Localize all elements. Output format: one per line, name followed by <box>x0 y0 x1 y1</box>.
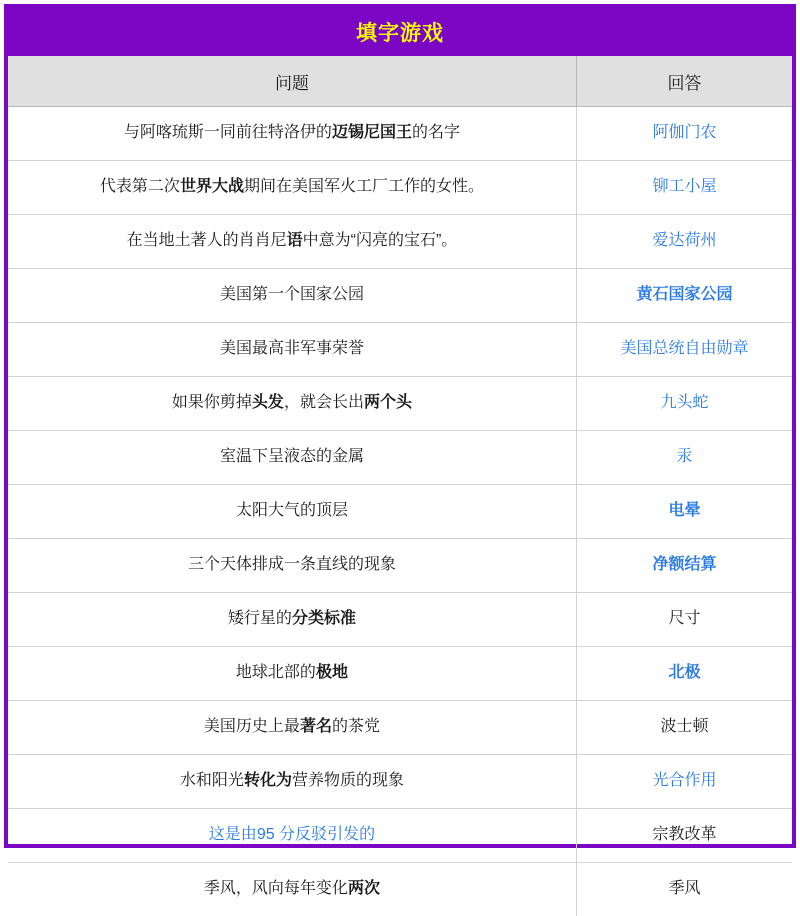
answer-text: 波士顿 <box>660 718 708 735</box>
question-text-part: 极地 <box>316 664 348 681</box>
quiz-card <box>4 4 796 848</box>
question-cell <box>8 755 576 809</box>
question-text-part: 在当地土著人的肖肖尼 <box>127 232 287 249</box>
answer-text: 铆工小屋 <box>652 178 716 195</box>
answer-text: 净额结算 <box>652 556 716 573</box>
answer-text: 电晕 <box>668 502 700 519</box>
question-text-part: 引发的 <box>327 826 375 843</box>
answer-cell <box>576 107 792 161</box>
answer-text: 黄石国家公园 <box>636 286 732 303</box>
table-body <box>8 107 792 916</box>
question-text-part: 美国历史上最 <box>204 718 300 735</box>
answer-cell <box>576 647 792 701</box>
question-text-part: 分类标准 <box>292 610 356 627</box>
question-cell <box>8 431 576 485</box>
question-cell <box>8 809 576 863</box>
question-text-part: 语 <box>287 232 303 249</box>
question-text-part: 太阳大气的顶层 <box>236 502 348 519</box>
answer-text: 尺寸 <box>668 610 700 627</box>
question-cell <box>8 593 576 647</box>
table-row <box>8 269 792 323</box>
question-cell <box>8 863 576 916</box>
quiz-table <box>8 56 792 916</box>
answer-cell <box>576 593 792 647</box>
question-text-part: 转化为 <box>244 772 292 789</box>
table-row <box>8 161 792 215</box>
answer-text: 阿伽门农 <box>652 124 716 141</box>
question-cell <box>8 377 576 431</box>
question-cell <box>8 215 576 269</box>
question-text-part: 美国第一个国家公园 <box>220 286 364 303</box>
table-row <box>8 431 792 485</box>
answer-cell <box>576 539 792 593</box>
question-cell <box>8 269 576 323</box>
table-row <box>8 323 792 377</box>
question-text-part: 季风，风向每年变化 <box>204 880 348 897</box>
question-cell <box>8 107 576 161</box>
question-text-part: 水和阳光 <box>180 772 244 789</box>
question-text-part: 矮行星的 <box>228 610 292 627</box>
question-text-part: 世界大战 <box>180 178 244 195</box>
answer-cell <box>576 863 792 916</box>
answer-cell <box>576 161 792 215</box>
answer-text: 北极 <box>668 664 700 681</box>
table-row <box>8 701 792 755</box>
table-row <box>8 485 792 539</box>
question-cell <box>8 539 576 593</box>
question-text-part: 与阿喀琉斯一同前往特洛伊的 <box>124 124 332 141</box>
question-text-part: 95 分反驳 <box>257 826 327 843</box>
question-text-part: 的名字 <box>412 124 460 141</box>
answer-cell <box>576 809 792 863</box>
question-text-part: 代表第二次 <box>100 178 180 195</box>
question-text-part: ，就会长出 <box>284 394 364 411</box>
answer-text: 美国总统自由勋章 <box>620 340 748 357</box>
question-text-part: 迈锡尼国王 <box>332 124 412 141</box>
answer-cell <box>576 377 792 431</box>
question-text-part: 室温下呈液态的金属 <box>220 448 364 465</box>
answer-text: 爱达荷州 <box>652 232 716 249</box>
question-text-part: 头发 <box>252 394 284 411</box>
column-header-question: 问题 <box>8 56 576 107</box>
question-text-part: 的茶党 <box>332 718 380 735</box>
page-title: 填字游戏 <box>8 8 792 56</box>
table-row <box>8 755 792 809</box>
question-cell <box>8 647 576 701</box>
table-row <box>8 593 792 647</box>
table-row <box>8 539 792 593</box>
answer-text: 九头蛇 <box>660 394 708 411</box>
answer-cell <box>576 269 792 323</box>
answer-text: 季风 <box>668 880 700 897</box>
question-text-part: 中意为“闪亮的宝石”。 <box>303 232 458 249</box>
table-header-row <box>8 56 792 107</box>
answer-cell <box>576 323 792 377</box>
question-cell <box>8 161 576 215</box>
question-text-part: 期间在美国军火工厂工作的女性。 <box>244 178 484 195</box>
answer-text: 汞 <box>676 448 692 465</box>
question-text-part: 营养物质的现象 <box>292 772 404 789</box>
question-text-part: 如果你剪掉 <box>172 394 252 411</box>
answer-cell <box>576 431 792 485</box>
column-header-answer: 回答 <box>576 56 792 107</box>
answer-cell <box>576 215 792 269</box>
question-text-part: 著名 <box>300 718 332 735</box>
answer-text: 光合作用 <box>652 772 716 789</box>
question-text-part: 美国最高非军事荣誉 <box>220 340 364 357</box>
question-cell <box>8 323 576 377</box>
table-row <box>8 809 792 863</box>
table-row <box>8 107 792 161</box>
answer-cell <box>576 755 792 809</box>
question-cell <box>8 485 576 539</box>
question-text-part: 两次 <box>348 880 380 897</box>
question-text-part: 这是由 <box>209 826 257 843</box>
table-row <box>8 647 792 701</box>
answer-text: 宗教改革 <box>652 826 716 843</box>
table-row <box>8 215 792 269</box>
table-row <box>8 863 792 916</box>
answer-cell <box>576 485 792 539</box>
question-text-part: 两个头 <box>364 394 412 411</box>
table-row <box>8 377 792 431</box>
question-cell <box>8 701 576 755</box>
question-text-part: 三个天体排成一条直线的现象 <box>188 556 396 573</box>
question-text-part: 地球北部的 <box>236 664 316 681</box>
answer-cell <box>576 701 792 755</box>
